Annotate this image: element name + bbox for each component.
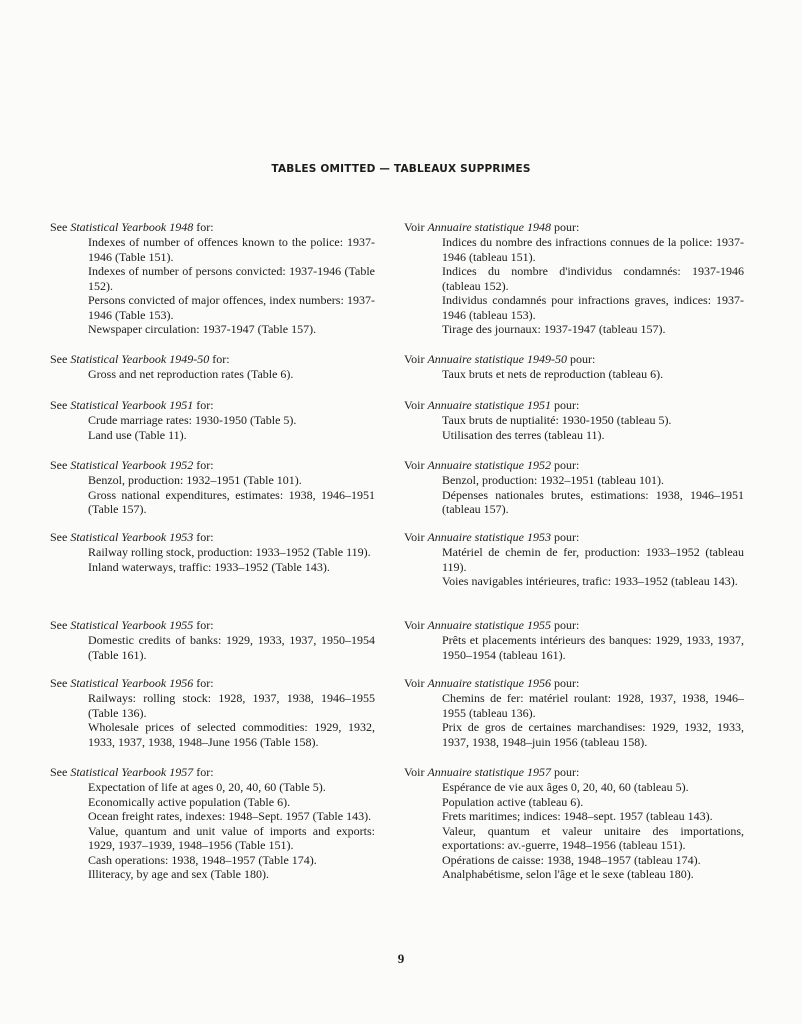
- intro-prefix: Voir: [404, 618, 428, 632]
- table-entry: Matériel de chemin de fer, production: 1933–1952 (tableau 119).: [442, 545, 744, 574]
- table-entry: Land use (Table 11).: [88, 427, 187, 442]
- yearbook-section: [50, 530, 375, 574]
- yearbook-title: Statistical Yearbook 1951: [70, 398, 194, 412]
- intro-suffix: for:: [193, 220, 214, 234]
- intro-prefix: Voir: [404, 530, 428, 544]
- table-entry: Crude marriage rates: 1930-1950 (Table 5).: [88, 413, 297, 427]
- table-entry: Indices du nombre des infractions connues de la police: 1937-1946 (tableau 151).: [442, 235, 744, 264]
- section-intro: [404, 458, 744, 473]
- table-entry: Persons convicted of major offences, index numbers: 1937-1946 (Table 153).: [88, 293, 375, 322]
- yearbook-section: [50, 618, 375, 662]
- section-intro: [404, 352, 744, 367]
- section-intro: [50, 530, 375, 545]
- annuaire-section: [404, 220, 744, 337]
- table-entry: Utilisation des terres (tableau 11).: [442, 427, 605, 442]
- yearbook-section: [50, 458, 375, 517]
- intro-suffix: pour:: [551, 220, 580, 234]
- yearbook-title: Annuaire statistique 1956: [427, 676, 552, 690]
- intro-prefix: See: [50, 220, 71, 234]
- table-entry: Railways: rolling stock: 1928, 1937, 1938, 1946–1955 (Table 136).: [88, 691, 375, 720]
- yearbook-section: [50, 220, 375, 337]
- table-entry: Voies navigables intérieures, trafic: 1933–1952 (tableau 143).: [442, 574, 738, 588]
- annuaire-section: [404, 352, 744, 382]
- intro-prefix: See: [50, 458, 71, 472]
- intro-suffix: pour:: [551, 676, 580, 690]
- table-entry: Economically active population (Table 6).: [88, 794, 291, 809]
- table-entry: Tirage des journaux: 1937-1947 (tableau 157).: [442, 322, 666, 336]
- section-intro: [404, 220, 744, 235]
- table-entry: Benzol, production: 1932–1951 (tableau 101).: [442, 473, 664, 487]
- page-title: TABLES OMITTED — TABLEAUX SUPPRIMES: [271, 163, 531, 175]
- table-entry: Illiteracy, by age and sex (Table 180).: [88, 867, 269, 881]
- table-entry: Domestic credits of banks: 1929, 1933, 1937, 1950–1954 (Table 161).: [88, 633, 375, 662]
- annuaire-section: [404, 676, 744, 749]
- table-entry: Prix de gros de certaines marchandises: 1929, 1932, 1933, 1937, 1938, 1948–juin 1956 (tableau 158).: [442, 720, 744, 749]
- table-entry: Expectation of life at ages 0, 20, 40, 60 (Table 5).: [88, 780, 326, 794]
- intro-prefix: Voir: [404, 765, 428, 779]
- annuaire-section: [404, 458, 744, 517]
- intro-prefix: See: [50, 765, 71, 779]
- intro-suffix: pour:: [551, 530, 580, 544]
- table-entry: Valeur, quantum et valeur unitaire des importations, exportations: av.-guerre, 1948–1956 (tableau 151).: [442, 823, 744, 852]
- section-intro: [50, 765, 375, 780]
- yearbook-title: Annuaire statistique 1957: [427, 765, 552, 779]
- yearbook-title: Annuaire statistique 1952: [427, 458, 552, 472]
- section-intro: [50, 352, 375, 367]
- table-entry: Chemins de fer: matériel roulant: 1928, 1937, 1938, 1946–1955 (tableau 136).: [442, 691, 744, 720]
- yearbook-title: Statistical Yearbook 1956: [70, 676, 194, 690]
- yearbook-title: Statistical Yearbook 1952: [70, 458, 194, 472]
- table-entry: Analphabétisme, selon l'âge et le sexe (tableau 180).: [442, 867, 694, 881]
- yearbook-title: Statistical Yearbook 1949-50: [70, 352, 210, 366]
- intro-prefix: Voir: [404, 676, 428, 690]
- intro-suffix: for:: [193, 765, 214, 779]
- intro-suffix: for:: [193, 676, 214, 690]
- yearbook-title: Statistical Yearbook 1953: [70, 530, 194, 544]
- intro-suffix: for:: [193, 398, 214, 412]
- intro-prefix: Voir: [404, 220, 428, 234]
- yearbook-section: [50, 676, 375, 749]
- yearbook-title: Statistical Yearbook 1957: [70, 765, 194, 779]
- table-entry: Prêts et placements intérieurs des banques: 1929, 1933, 1937, 1950–1954 (tableau 161).: [442, 633, 744, 662]
- table-entry: Inland waterways, traffic: 1933–1952 (Table 143).: [88, 559, 330, 574]
- table-entry: Value, quantum and unit value of imports and exports: 1929, 1937–1939, 1948–1956 (Table 151).: [88, 823, 375, 852]
- intro-prefix: Voir: [404, 458, 428, 472]
- table-entry: Cash operations: 1938, 1948–1957 (Table 174).: [88, 852, 317, 867]
- yearbook-title: Annuaire statistique 1948: [427, 220, 552, 234]
- section-intro: [404, 676, 744, 691]
- intro-prefix: Voir: [404, 352, 428, 366]
- section-intro: [404, 530, 744, 545]
- yearbook-section: [50, 352, 375, 382]
- intro-prefix: See: [50, 618, 71, 632]
- table-entry: Benzol, production: 1932–1951 (Table 101).: [88, 473, 302, 487]
- section-intro: [50, 618, 375, 633]
- page-number: 9: [397, 951, 405, 966]
- intro-prefix: See: [50, 398, 71, 412]
- yearbook-section: [50, 398, 375, 442]
- intro-suffix: for:: [209, 352, 230, 366]
- intro-prefix: See: [50, 352, 71, 366]
- section-intro: [404, 618, 744, 633]
- section-intro: [50, 398, 375, 413]
- section-intro: [50, 676, 375, 691]
- yearbook-title: Statistical Yearbook 1955: [70, 618, 194, 632]
- table-entry: Indices du nombre d'individus condamnés: 1937-1946 (tableau 152).: [442, 264, 744, 293]
- intro-suffix: for:: [193, 530, 214, 544]
- table-entry: Population active (tableau 6).: [442, 794, 584, 809]
- section-intro: [50, 458, 375, 473]
- table-entry: Railway rolling stock, production: 1933–1952 (Table 119).: [88, 545, 371, 559]
- yearbook-title: Statistical Yearbook 1948: [70, 220, 194, 234]
- table-entry: Frets maritimes; indices: 1948–sept. 1957 (tableau 143).: [442, 809, 713, 823]
- section-intro: [404, 765, 744, 780]
- intro-suffix: for:: [193, 618, 214, 632]
- table-entry: Gross national expenditures, estimates: 1938, 1946–1951 (Table 157).: [88, 487, 375, 516]
- table-entry: Indexes of number of offences known to the police: 1937-1946 (Table 151).: [88, 235, 375, 264]
- yearbook-section: [50, 765, 375, 882]
- annuaire-section: [404, 398, 744, 442]
- table-entry: Taux bruts et nets de reproduction (tableau 6).: [442, 367, 664, 381]
- annuaire-section: [404, 618, 744, 662]
- table-entry: Gross and net reproduction rates (Table 6).: [88, 367, 294, 381]
- intro-suffix: pour:: [551, 765, 580, 779]
- table-entry: Wholesale prices of selected commodities: 1929, 1932, 1933, 1937, 1938, 1948–June 1956 (Table 158).: [88, 720, 375, 749]
- intro-suffix: pour:: [551, 398, 580, 412]
- yearbook-title: Annuaire statistique 1955: [427, 618, 552, 632]
- intro-prefix: See: [50, 676, 71, 690]
- table-entry: Taux bruts de nuptialité: 1930-1950 (tableau 5).: [442, 413, 672, 427]
- table-entry: Newspaper circulation: 1937-1947 (Table 157).: [88, 322, 317, 336]
- intro-prefix: Voir: [404, 398, 428, 412]
- intro-suffix: pour:: [567, 352, 596, 366]
- yearbook-title: Annuaire statistique 1949-50: [427, 352, 567, 366]
- intro-suffix: for:: [193, 458, 214, 472]
- section-intro: [50, 220, 375, 235]
- table-entry: Dépenses nationales brutes, estimations: 1938, 1946–1951 (tableau 157).: [442, 487, 744, 516]
- yearbook-title: Annuaire statistique 1953: [427, 530, 552, 544]
- annuaire-section: [404, 530, 744, 589]
- table-entry: Indexes of number of persons convicted: 1937-1946 (Table 152).: [88, 264, 375, 293]
- table-entry: Ocean freight rates, indexes: 1948–Sept. 1957 (Table 143).: [88, 809, 372, 823]
- intro-suffix: pour:: [551, 618, 580, 632]
- table-entry: Espérance de vie aux âges 0, 20, 40, 60 (tableau 5).: [442, 780, 689, 794]
- yearbook-title: Annuaire statistique 1951: [427, 398, 552, 412]
- annuaire-section: [404, 765, 744, 882]
- table-entry: Individus condamnés pour infractions graves, indices: 1937-1946 (tableau 153).: [442, 293, 744, 322]
- table-entry: Opérations de caisse: 1938, 1948–1957 (tableau 174).: [442, 852, 701, 867]
- intro-suffix: pour:: [551, 458, 580, 472]
- section-intro: [404, 398, 744, 413]
- intro-prefix: See: [50, 530, 71, 544]
